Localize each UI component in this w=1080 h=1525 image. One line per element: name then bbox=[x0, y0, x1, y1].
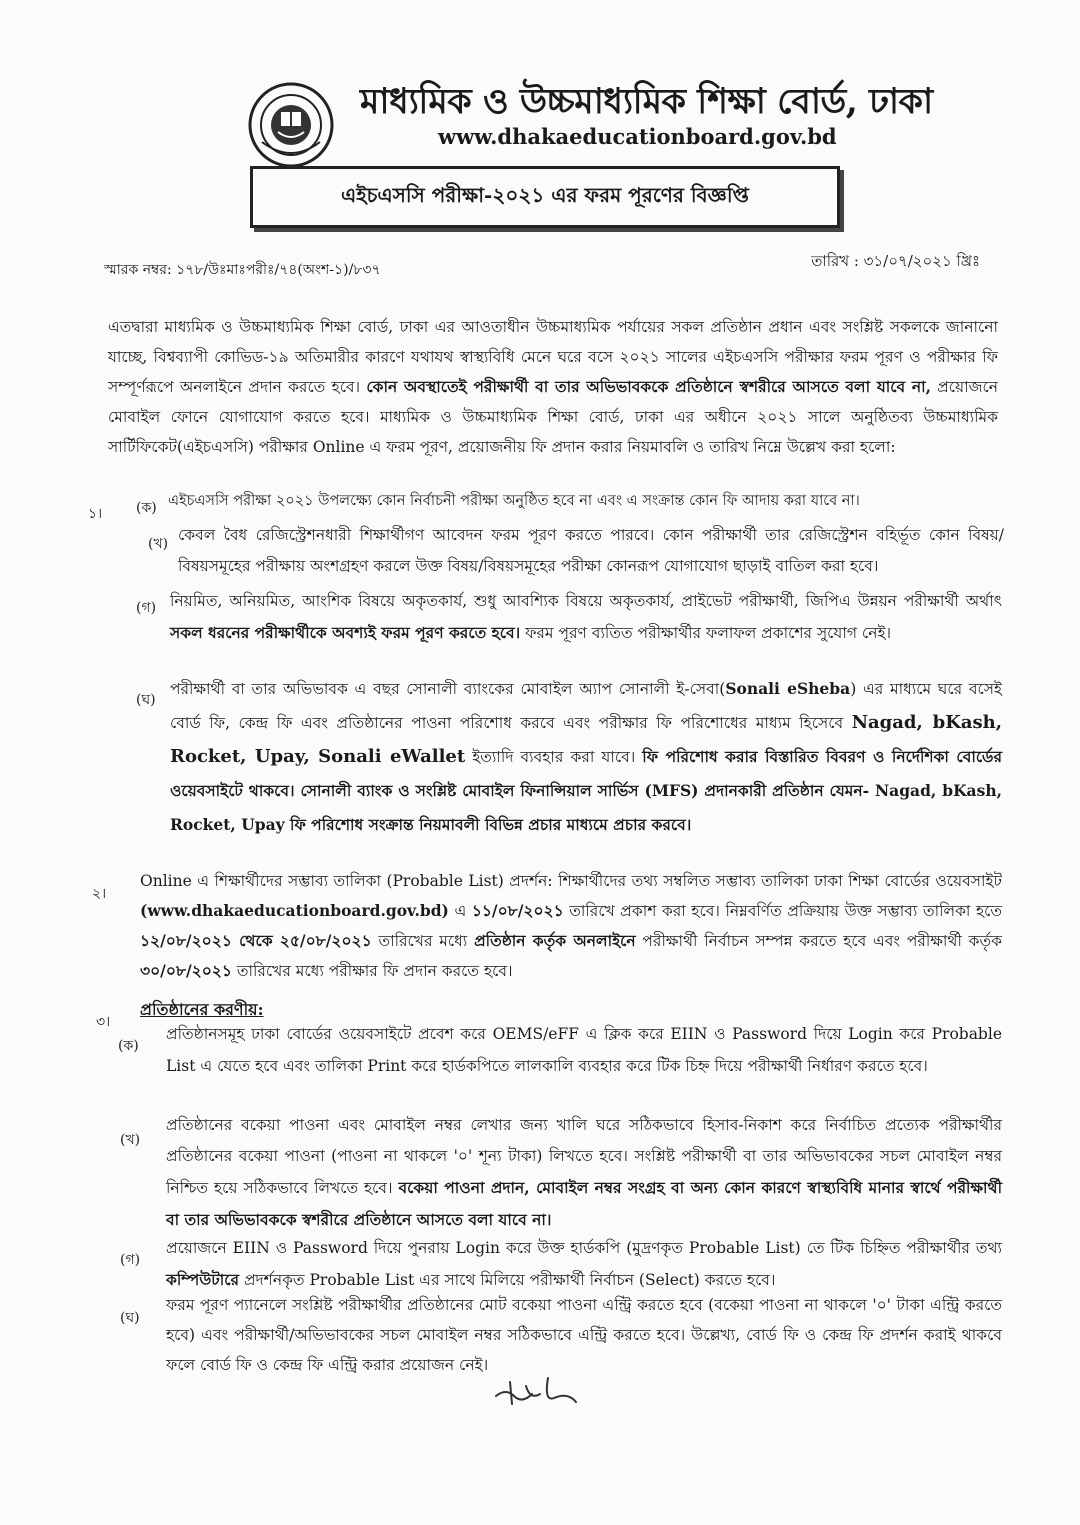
section-2-text-e: তারিখে প্রকাশ করা হবে। নিম্নবর্ণিত প্রক্রিয়ায় উক্ত সম্ভাব্য তালিকা হতে bbox=[563, 902, 1002, 920]
section-1-ka-text: এইচএসসি পরীক্ষা ২০২১ উপলক্ষ্যে কোন নির্বাচনী পরীক্ষা অনুষ্ঠিত হবে না এবং এ সংক্রান্ত কোন ফি আদায় করা যাবে না। bbox=[168, 493, 860, 509]
section-1-kha-text: কেবল বৈধ রেজিস্ট্রেশনধারী শিক্ষার্থীগণ আবেদন ফরম পূরণ করতে পারবে। কোন পরীক্ষার্থী তার রেজিস্ট্রেশন বহির্ভূত কোন বিষয়/বিষয়সমূহের পরীক্ষায় অংশগ্রহণ করলে উক্ত বিষয়/বিষয়সমূহের পরীক্ষা কোনরূপ যোগাযোগ ছাড়াই বাতিল করা হবে। bbox=[178, 526, 1004, 575]
section-2-text-c: এ bbox=[448, 902, 472, 920]
section-1-gha-label: (ঘ) bbox=[136, 692, 156, 708]
section-1-gha-text-bold: ফি পরিশোধ করার বিস্তারিত বিবরণ ও নির্দেশিকা বোর্ডের ওয়েবসাইটে থাকবে। সোনালী ব্যাংক ও সংশ্লিষ্ট মোবাইল ফিনান্সিয়াল সার্ভিস (MFS) প্রদানকারী প্রতিষ্ঠান যেমন- Nagad, bKash, Rocket, Upay ফি পরিশোধ সংক্রান্ত নিয়মাবলী বিভিন্ন প্রচার মাধ্যমে প্রচার করবে। bbox=[170, 747, 1002, 834]
intro-text: এতদ্বারা মাধ্যমিক ও উচ্চমাধ্যমিক শিক্ষা বোর্ড, ঢাকা এর আওতাধীন উচ্চমাধ্যমিক পর্যায়ের সকল প্রতিষ্ঠান প্রধান এবং সংশ্লিষ্ট সকলকে জানানো যাচ্ছে, বিশ্বব্যাপী কোভিড-১৯ অতিমারীর কারণে যথাযথ স্বাস্থ্যবিধি মেনে ঘরে বসে ২০২১ সালের এইচএসসি পরীক্ষার ফরম পূরণ ও পরীক্ষার ফি সম্পূর্ণরূপে অনলাইনে প্রদান করতে হবে। bbox=[108, 318, 998, 396]
section-2-text-g: তারিখের মধ্যে bbox=[371, 932, 475, 950]
section-3-kha-text-a: প্রতিষ্ঠানের বকেয়া পাওনা এবং মোবাইল নম্বর লেখার জন্য খালি ঘরে সঠিকভাবে হিসাব-নিকাশ করে নির্বাচিত প্রত্যেক পরীক্ষার্থীর প্রতিষ্ঠানের বকেয়া পাওনা (পাওনা না থাকলে '০' শূন্য টাকা) লিখতে হবে। সংশ্লিষ্ট পরীক্ষার্থী বা তার অভিভাবকের সচল মোবাইল নম্বর নিশ্চিত হয়ে সঠিকভাবে লিখতে হবে। bbox=[166, 1116, 1002, 1197]
section-3-ga-text-a: প্রয়োজনে EIIN ও Password দিয়ে পুনরায় Login করে উক্ত হার্ডকপি (মুদ্রণকৃত Probable List) তে টিক চিহ্নিত পরীক্ষার্থীর তথ্য bbox=[166, 1239, 1002, 1257]
section-1-gha-text-c: ) এর মাধ্যমে ঘরে বসেই বোর্ড ফি, কেন্দ্র ফি এবং প্রতিষ্ঠানের পাওনা পরিশোধ করবে এবং পরীক্ষার ফি পরিশোধের মাধ্যম হিসেবে bbox=[170, 680, 1002, 732]
section-3-ga-text bbox=[166, 1232, 1002, 1296]
section-3-kha-text-bold: বকেয়া পাওনা প্রদান, মোবাইল নম্বর সংগ্রহ বা অন্য কোন কারণে স্বাস্থ্যবিধি মানার স্বার্থে পরীক্ষার্থী বা তার অভিভাবককে স্বশরীরে প্রতিষ্ঠানে আসতে বলা যাবে না। bbox=[166, 1178, 1002, 1229]
section-3-ka-label: (ক) bbox=[118, 1038, 139, 1054]
intro-bold-text: কোন অবস্থাতেই পরীক্ষার্থী বা তার অভিভাবককে প্রতিষ্ঠানে স্বশরীরে আসতে বলা যাবে না, bbox=[366, 377, 931, 396]
section-2-number: ২। bbox=[92, 886, 107, 902]
section-1-ga-text-c: ফরম পূরণ ব্যতিত পরীক্ষার্থীর ফলাফল প্রকাশের সুযোগ নেই। bbox=[520, 624, 892, 642]
section-1-gha-text bbox=[170, 672, 1002, 842]
section-2-website: (www.dhakaeducationboard.gov.bd) bbox=[140, 901, 449, 920]
section-3-ga-text-c: প্রদর্শনকৃত Probable List এর সাথে মিলিয়ে পরীক্ষার্থী নির্বাচন (Select) করতে হবে। bbox=[239, 1271, 776, 1289]
section-3-ka-text: প্রতিষ্ঠানসমূহ ঢাকা বোর্ডের ওয়েবসাইটে প্রবেশ করে OEMS/eFF এ ক্লিক করে EIIN ও Password দিয়ে Login করে Probable List এ যেতে হবে এবং তালিকা Print করে হার্ডকপিতে লালকালি ব্যবহার করে টিক চিহ্ন দিয়ে পরীক্ষার্থী নির্ধারণ করতে হবে। bbox=[166, 1025, 1002, 1075]
section-1-kha-label: (খ) bbox=[148, 536, 169, 552]
board-name: মাধ্যমিক ও উচ্চমাধ্যমিক শিক্ষা বোর্ড, ঢাকা bbox=[360, 81, 933, 122]
section-3-gha-text: ফরম পূরণ প্যানেলে সংশ্লিষ্ট পরীক্ষার্থীর প্রতিষ্ঠানের মোট বকেয়া পাওনা এন্ট্রি করতে হবে (বকেয়া পাওনা না থাকলে '০' টাকা এন্ট্রি করতে হবে) এবং পরীক্ষার্থী/অভিভাবকের সচল মোবাইল নম্বর সঠিকভাবে এন্ট্রি করতে হবে। উল্লেখ্য, বোর্ড ফি ও কেন্দ্র ফি প্রদর্শন করাই থাকবে ফলে বোর্ড ফি ও কেন্দ্র ফি এন্ট্রি করার প্রয়োজন নেই। bbox=[166, 1296, 1002, 1374]
intro-text-cont: প্রয়োজনে মোবাইল ফোনে যোগাযোগ করতে হবে। মাধ্যমিক ও উচ্চমাধ্যমিক শিক্ষা বোর্ড, ঢাকা এর অধীনে ২০২১ সালে অনুষ্ঠিতব্য উচ্চমাধ্যমিক সার্টিফিকেট(এইচএসসি) পরীক্ষার Online এ ফরম পূরণ, প্রয়োজনীয় ফি প্রদান করার নিয়মাবলি ও তারিখ নিম্নে উল্লেখ করা হলো: bbox=[108, 378, 998, 456]
section-3-number: ৩। bbox=[96, 1014, 111, 1030]
section-3-kha-text bbox=[166, 1110, 1002, 1236]
section-2-selection-dates: ১২/০৮/২০২১ থেকে ২৫/০৮/২০২১ bbox=[140, 931, 372, 950]
board-seal-icon bbox=[248, 82, 334, 168]
section-1-gha-text-e: ইত্যাদি ব্যবহার করা যাবে। bbox=[465, 748, 643, 766]
memo-number: স্মারক নম্বর: ১৭৮/উঃমাঃপরীঃ/৭৪(অংশ-১)/৮৩৭ bbox=[104, 262, 381, 278]
section-1-gha-sonali-esheba: Sonali eSheba bbox=[725, 679, 851, 698]
section-2-text-a: Online এ শিক্ষার্থীদের সম্ভাব্য তালিকা (Probable List) প্রদর্শন: শিক্ষার্থীদের তথ্য সম্বলিত সম্ভাব্য তালিকা ঢাকা শিক্ষা বোর্ডের ওয়েবসাইট bbox=[140, 872, 1002, 890]
notice-title: এইচএসসি পরীক্ষা-২০২১ এর ফরম পূরণের বিজ্ঞপ্তি bbox=[341, 182, 749, 207]
section-1-ga-text bbox=[170, 585, 1002, 649]
memo-date: তারিখ : ৩১/০৭/২০২১ খ্রিঃ bbox=[811, 252, 980, 270]
section-3-ga-text-bold: কম্পিউটারে bbox=[166, 1270, 240, 1289]
section-2-fee-deadline: ৩০/০৮/২০২১ bbox=[140, 961, 232, 980]
section-1-ga-text-bold: সকল ধরনের পরীক্ষার্থীকে অবশ্যই ফরম পূরণ করতে হবে। bbox=[170, 623, 521, 642]
section-3-kha-label: (খ) bbox=[120, 1132, 141, 1148]
notice-title-box bbox=[250, 166, 840, 228]
section-3-ga-label: (গ) bbox=[120, 1252, 141, 1268]
section-3-gha-label: (ঘ) bbox=[120, 1310, 140, 1326]
section-2-text bbox=[140, 866, 1002, 986]
section-2-by-institution: প্রতিষ্ঠান কর্তৃক অনলাইনে bbox=[474, 931, 636, 950]
section-1-gha-payment-methods: Nagad, bKash, Rocket, Upay, Sonali eWallet bbox=[170, 712, 1002, 767]
board-website: www.dhakaeducationboard.gov.bd bbox=[438, 124, 837, 149]
section-2-publish-date: ১১/০৮/২০২১ bbox=[471, 901, 564, 920]
section-1-gha-text-a: পরীক্ষার্থী বা তার অভিভাবক এ বছর সোনালী ব্যাংকের মোবাইল অ্যাপ সোনালী ই-সেবা( bbox=[170, 680, 726, 698]
section-1-ka-label: (ক) bbox=[136, 500, 157, 516]
section-1-number: ১। bbox=[88, 506, 103, 522]
intro-paragraph bbox=[108, 312, 998, 462]
section-1-ga-text-a: নিয়মিত, অনিয়মিত, আংশিক বিষয়ে অকৃতকার্য, শুধু আবশ্যিক বিষয়ে অকৃতকার্য, প্রাইভেট পরীক্ষার্থী, জিপিএ উন্নয়ন পরীক্ষার্থী অর্থাৎ bbox=[170, 592, 1002, 610]
section-2-text-k: তারিখের মধ্যে পরীক্ষার ফি প্রদান করতে হবে। bbox=[231, 962, 513, 980]
handwritten-signature bbox=[492, 1372, 582, 1410]
section-1-ga-label: (গ) bbox=[136, 600, 157, 616]
section-2-text-i: পরীক্ষার্থী নির্বাচন সম্পন্ন করতে হবে এবং পরীক্ষার্থী কর্তৃক bbox=[635, 932, 1002, 950]
section-3-heading-text: প্রতিষ্ঠানের করণীয়: bbox=[140, 1000, 264, 1019]
